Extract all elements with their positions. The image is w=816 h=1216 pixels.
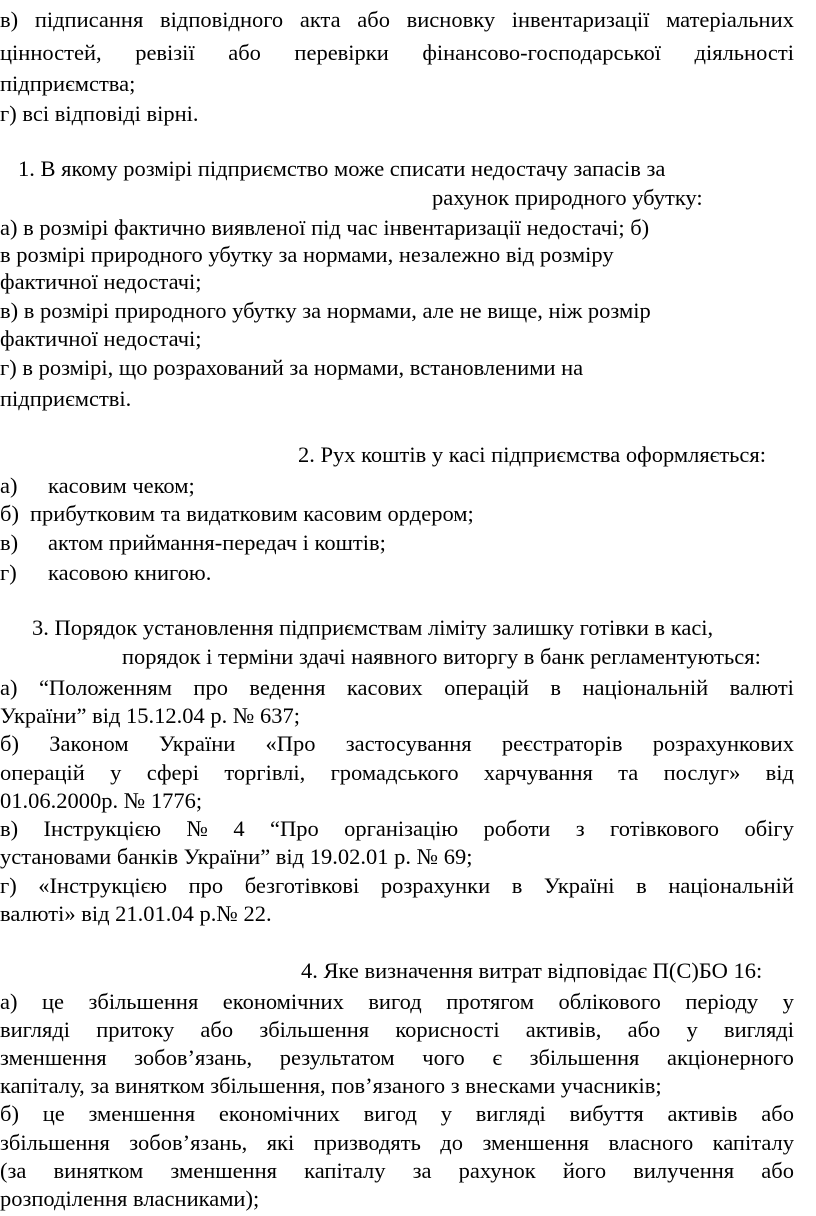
word: з (575, 816, 585, 841)
word: в (636, 873, 647, 898)
word: або (200, 1017, 234, 1042)
q2-option-a (0, 472, 195, 500)
word: обігу (744, 816, 794, 841)
q3-option-b-line-2 (0, 759, 794, 787)
q1-option-line-3: фактичної недостачі; (0, 269, 202, 294)
word: чого (422, 1045, 465, 1070)
word: у (782, 989, 794, 1014)
word: інвентаризації (511, 7, 650, 32)
word: «Про (265, 731, 316, 756)
intro-line-1 (0, 6, 794, 34)
word: роботи (483, 816, 551, 841)
word: капіталу (304, 1158, 386, 1183)
word: є (492, 1045, 502, 1070)
q4-option-b-line-2 (0, 1129, 794, 1157)
word: вигляді (723, 1017, 794, 1042)
word: ведення (249, 675, 326, 700)
word: готівкового (610, 816, 720, 841)
q3-option-v-line-2: установами банків України” від 19.02.01 р. № 69; (0, 844, 473, 869)
option-marker: а) (0, 473, 18, 498)
option-marker: в) (0, 530, 19, 555)
word: «Інструкцією (38, 873, 168, 898)
word: до (440, 1130, 463, 1155)
word: призводять (313, 1130, 421, 1155)
word: б) (0, 731, 19, 756)
word: в (550, 675, 562, 700)
q1-option-line-4: в) в розмірі природного убутку за нормами, але не вище, ніж розмір (0, 298, 651, 323)
word: цінностей, (0, 40, 102, 65)
q2-option-v (0, 529, 386, 557)
q1-heading-line-1: 1. В якому розмірі підприємство може списати недостачу запасів за (18, 156, 666, 181)
q3-option-a-line-1 (0, 674, 794, 702)
word: збільшення (529, 1045, 640, 1070)
word: вигод (368, 989, 422, 1014)
intro-option-g: г) всі відповіді вірні. (0, 101, 199, 126)
option-marker: б) (0, 501, 19, 526)
word: зобов’язань, (134, 1045, 253, 1070)
q1-option-line-1: а) в розмірі фактично виявленої під час інвентаризації недостачі; б) (0, 215, 650, 240)
word: акта (299, 7, 341, 32)
word: або (761, 1101, 794, 1126)
q3-heading-line-2: порядок і терміни здачі наявного виторгу в банк регламентуються: (122, 644, 761, 669)
word: це (41, 989, 64, 1014)
q3-option-v-line-1 (0, 815, 794, 843)
word: та (618, 760, 639, 785)
word: а) (0, 675, 18, 700)
word: або (357, 7, 390, 32)
q3-option-g-line-1 (0, 872, 794, 900)
word: збільшення (88, 989, 199, 1014)
word: матеріальних (666, 7, 794, 32)
word: зменшення (0, 1045, 107, 1070)
q1-option-line-5: фактичної недостачі; (0, 326, 202, 351)
word: це (42, 1101, 65, 1126)
word: застосування (345, 731, 472, 756)
word: № (186, 816, 208, 841)
word: національній (582, 675, 709, 700)
q4-option-a-line-1 (0, 988, 794, 1016)
word: реєстраторів (501, 731, 623, 756)
q4-option-b-line-4: розподілення власниками); (0, 1186, 260, 1211)
word: торгівлі, (224, 760, 306, 785)
option-marker: г) (0, 560, 17, 585)
word: вилучення (633, 1158, 735, 1183)
word: ревізії (135, 40, 195, 65)
word: сфері (146, 760, 200, 785)
word: в) (0, 816, 19, 841)
word: які (266, 1130, 295, 1155)
word: у (440, 1101, 452, 1126)
word: про (188, 873, 224, 898)
word: його (562, 1158, 607, 1183)
word: у (110, 760, 122, 785)
word: г) (0, 873, 17, 898)
q4-option-a-line-2 (0, 1016, 794, 1044)
word: або (627, 1017, 661, 1042)
q4-option-a-line-3 (0, 1044, 794, 1072)
word: від (765, 760, 794, 785)
word: “Положенням (38, 675, 172, 700)
word: збільшення (259, 1017, 370, 1042)
word: вибуття (569, 1101, 644, 1126)
q4-option-b-line-1 (0, 1100, 794, 1128)
q4-option-a-line-4: капіталу, за винятком збільшення, пов’язаного з внесками учасників; (0, 1073, 662, 1098)
word: збільшення (0, 1130, 110, 1155)
word: акціонерного (666, 1045, 794, 1070)
q2-heading: 2. Рух коштів у касі підприємства оформляється: (298, 442, 767, 467)
word: за (412, 1158, 432, 1183)
q1-option-line-2: в розмірі природного убутку за нормами, незалежно від розміру (0, 242, 614, 267)
word: діяльності (694, 40, 794, 65)
q3-option-a-line-2: України” від 15.12.04 р. № 637; (0, 703, 300, 728)
intro-line-2 (0, 39, 794, 67)
word: винятком (53, 1158, 144, 1183)
q2-option-g (0, 559, 211, 587)
q4-option-b-line-3 (0, 1157, 794, 1185)
word: притоку (96, 1017, 175, 1042)
word: Інструкцією (43, 816, 162, 841)
word: зменшення (170, 1158, 277, 1183)
word: облікового (558, 989, 661, 1014)
q1-option-line-7: підприємстві. (0, 386, 132, 411)
word: рахунок (458, 1158, 536, 1183)
word: фінансово-господарської (422, 40, 661, 65)
word: національній (668, 873, 794, 898)
q3-option-b-line-1 (0, 730, 794, 758)
q3-option-g-line-2: валюті» від 21.01.04 р.№ 22. (0, 901, 272, 926)
word: вигляді (475, 1101, 546, 1126)
word: в (511, 873, 523, 898)
word: періоду (685, 989, 759, 1014)
word: 4 (233, 816, 245, 841)
word: “Про (270, 816, 319, 841)
word: послуг» (663, 760, 741, 785)
q1-heading-line-2: рахунок природного убутку: (432, 185, 703, 210)
word: у (686, 1017, 698, 1042)
word: протягом (446, 989, 535, 1014)
q1-option-line-6: г) в розмірі, що розрахований за нормами, встановленими на (0, 355, 584, 380)
word: громадського (330, 760, 459, 785)
q3-option-b-line-3: 01.06.2000р. № 1776; (0, 788, 203, 813)
word: відповідного (160, 7, 284, 32)
word: підписання (34, 7, 144, 32)
word: Законом (49, 731, 129, 756)
q2-option-b (0, 500, 474, 528)
option-text: касовим чеком; (48, 473, 195, 498)
word: зменшення (88, 1101, 196, 1126)
word: економічних (218, 1101, 340, 1126)
word: операцій (0, 760, 85, 785)
word: організацію (344, 816, 459, 841)
option-text: прибутковим та видатковим касовим ордером; (30, 501, 474, 526)
word: економічних (222, 989, 344, 1014)
word: активів (667, 1101, 738, 1126)
word: активів, (525, 1017, 602, 1042)
word: б) (0, 1101, 19, 1126)
word: розрахунки (380, 873, 491, 898)
word: України (158, 731, 236, 756)
word: вигод (363, 1101, 417, 1126)
word: або (761, 1158, 794, 1183)
word: капіталу (712, 1130, 794, 1155)
word: зобов’язань, (129, 1130, 248, 1155)
option-text: касовою книгою. (48, 560, 212, 585)
word: в) (0, 7, 19, 32)
word: зменшення (482, 1130, 590, 1155)
word: висновку (406, 7, 496, 32)
word: вигляді (0, 1017, 71, 1042)
word: валюті (729, 675, 794, 700)
q3-heading-line-1: 3. Порядок установлення підприємствам ліміту залишку готівки в касі, (32, 615, 714, 640)
word: касових (346, 675, 423, 700)
word: операцій (444, 675, 529, 700)
word: корисності (395, 1017, 500, 1042)
q4-heading: 4. Яке визначення витрат відповідає П(С)БО 16: (301, 958, 763, 983)
word: результатом (279, 1045, 395, 1070)
word: про (193, 675, 228, 700)
word: Україні (543, 873, 615, 898)
word: а) (0, 989, 18, 1014)
word: власного (608, 1130, 694, 1155)
word: розрахункових (652, 731, 794, 756)
word: харчування (483, 760, 593, 785)
word: (за (0, 1158, 27, 1183)
word: або (228, 40, 261, 65)
word: безготівкові (244, 873, 360, 898)
intro-line-3: підприємства; (0, 71, 136, 96)
option-text: актом приймання-передач і коштів; (48, 530, 386, 555)
word: перевірки (294, 40, 389, 65)
